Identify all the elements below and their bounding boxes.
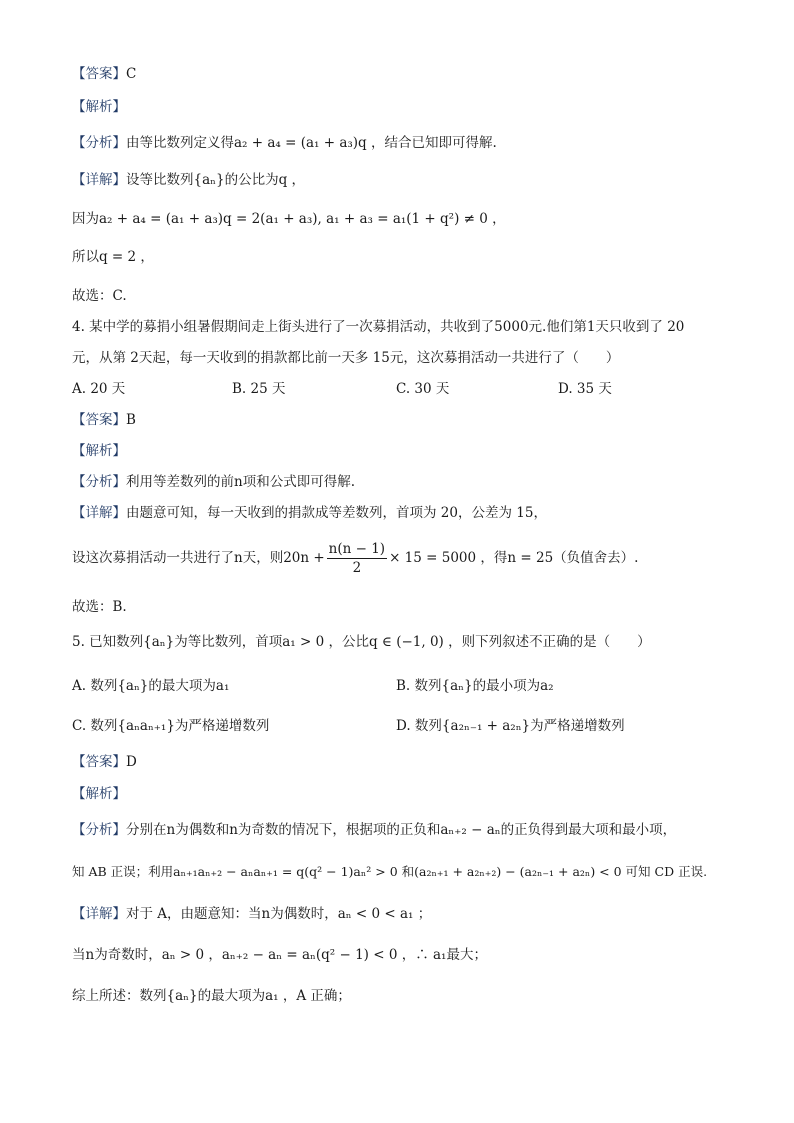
equation-suffix: × 15 = 5000 ，得n = 25（负值舍去）. — [389, 550, 639, 566]
answer-value: C — [126, 66, 137, 82]
fenxi-text: 分别在n为偶数和n为奇数的情况下，根据项的正负和aₙ₊₂ − aₙ的正负得到最大项和最小项， — [126, 822, 677, 838]
q5-detail-line — [72, 904, 431, 924]
q3-detail-line — [72, 170, 305, 190]
q5-option-d: D. 数列{a₂ₙ₋₁ + a₂ₙ}为严格递增数列 — [396, 718, 625, 734]
detail-tag: 【详解】 — [72, 505, 126, 521]
q5-option-a: A. 数列{aₙ}的最大项为a₁ — [72, 678, 230, 694]
equation-prefix: 设这次募捐活动一共进行了n天，则20n + — [72, 550, 325, 566]
fraction-denominator: 2 — [352, 560, 362, 576]
q5-fenxi-line-2: 知 AB 正误；利用aₙ₊₁aₙ₊₂ − aₙaₙ₊₁ = q(q² − 1)aₙ² > 0 和(a₂ₙ₊₁ + a₂ₙ₊₂) − (a₂ₙ₋₁ + a₂ₙ) < 0 可知 CD 正误. — [72, 864, 708, 879]
fenxi-tag: 【分析】 — [72, 474, 126, 490]
detail-tag: 【详解】 — [72, 172, 126, 188]
q4-fenxi-line — [72, 472, 355, 492]
fenxi-tag: 【分析】 — [72, 135, 126, 151]
answer-tag: 【答案】 — [72, 754, 126, 770]
q4-stem-line-2: 元，从第 2天起，每一天收到的捐款都比前一天多 15元，这次募捐活动一共进行了（ ） — [72, 350, 620, 366]
q4-detail-line — [72, 503, 547, 523]
q5-detail-summary: 综上所述：数列{aₙ}的最大项为a₁ ，A 正确； — [72, 988, 351, 1004]
q5-stem: 5. 已知数列{aₙ}为等比数列，首项a₁ > 0 ，公比q ∈ (−1, 0) ，则下列叙述不正确的是（ ） — [72, 634, 651, 650]
q4-detail-equation — [72, 538, 638, 578]
q5-answer-line — [72, 752, 137, 772]
fraction — [327, 540, 387, 577]
q3-analysis-tag: 【解析】 — [72, 99, 126, 115]
q5-analysis-tag: 【解析】 — [72, 786, 126, 802]
q3-fenxi-line — [72, 133, 497, 153]
q4-answer-line — [72, 410, 136, 430]
q4-option-b: B. 25 天 — [232, 381, 286, 397]
q4-option-d: D. 35 天 — [558, 381, 612, 397]
q5-fenxi-line-1 — [72, 820, 676, 840]
q5-detail-odd-case: 当n为奇数时，aₙ > 0 ，aₙ₊₂ − aₙ = aₙ(q² − 1) < 0 ，∴ a₁最大； — [72, 947, 487, 963]
q5-option-c: C. 数列{aₙaₙ₊₁}为严格递增数列 — [72, 718, 270, 734]
detail-text: 设等比数列{aₙ}的公比为q ， — [126, 172, 305, 188]
q3-detail-formula: 因为a₂ + a₄ = (a₁ + a₃)q = 2(a₁ + a₃), a₁ + a₃ = a₁(1 + q²) ≠ 0 ， — [72, 211, 506, 227]
q3-detail-conclusion: 所以q = 2 ， — [72, 249, 154, 265]
fenxi-tag: 【分析】 — [72, 822, 126, 838]
q5-option-b: B. 数列{aₙ}的最小项为a₂ — [396, 678, 554, 694]
detail-text: 对于 A，由题意知：当n为偶数时，aₙ < 0 < a₁ ； — [126, 906, 432, 922]
fraction-numerator: n(n − 1) — [328, 541, 386, 557]
q4-option-c: C. 30 天 — [396, 381, 450, 397]
detail-text: 由题意可知，每一天收到的捐款成等差数列，首项为 20，公差为 15， — [126, 505, 547, 521]
q3-choice: 故选：C. — [72, 288, 127, 304]
answer-value: B — [126, 412, 136, 428]
answer-value: D — [126, 754, 137, 770]
q3-answer-line — [72, 64, 136, 84]
q4-stem-line-1: 4. 某中学的募捐小组暑假期间走上街头进行了一次募捐活动，共收到了5000元.他们第1天只收到了 20 — [72, 319, 685, 335]
fenxi-text: 由等比数列定义得a₂ + a₄ = (a₁ + a₃)q ，结合已知即可得解. — [126, 135, 497, 151]
answer-tag: 【答案】 — [72, 412, 126, 428]
q4-option-a: A. 20 天 — [72, 381, 126, 397]
q4-analysis-tag: 【解析】 — [72, 443, 126, 459]
answer-tag: 【答案】 — [72, 66, 126, 82]
q4-choice: 故选：B. — [72, 599, 127, 615]
fenxi-text: 利用等差数列的前n项和公式即可得解. — [126, 474, 355, 490]
detail-tag: 【详解】 — [72, 906, 126, 922]
